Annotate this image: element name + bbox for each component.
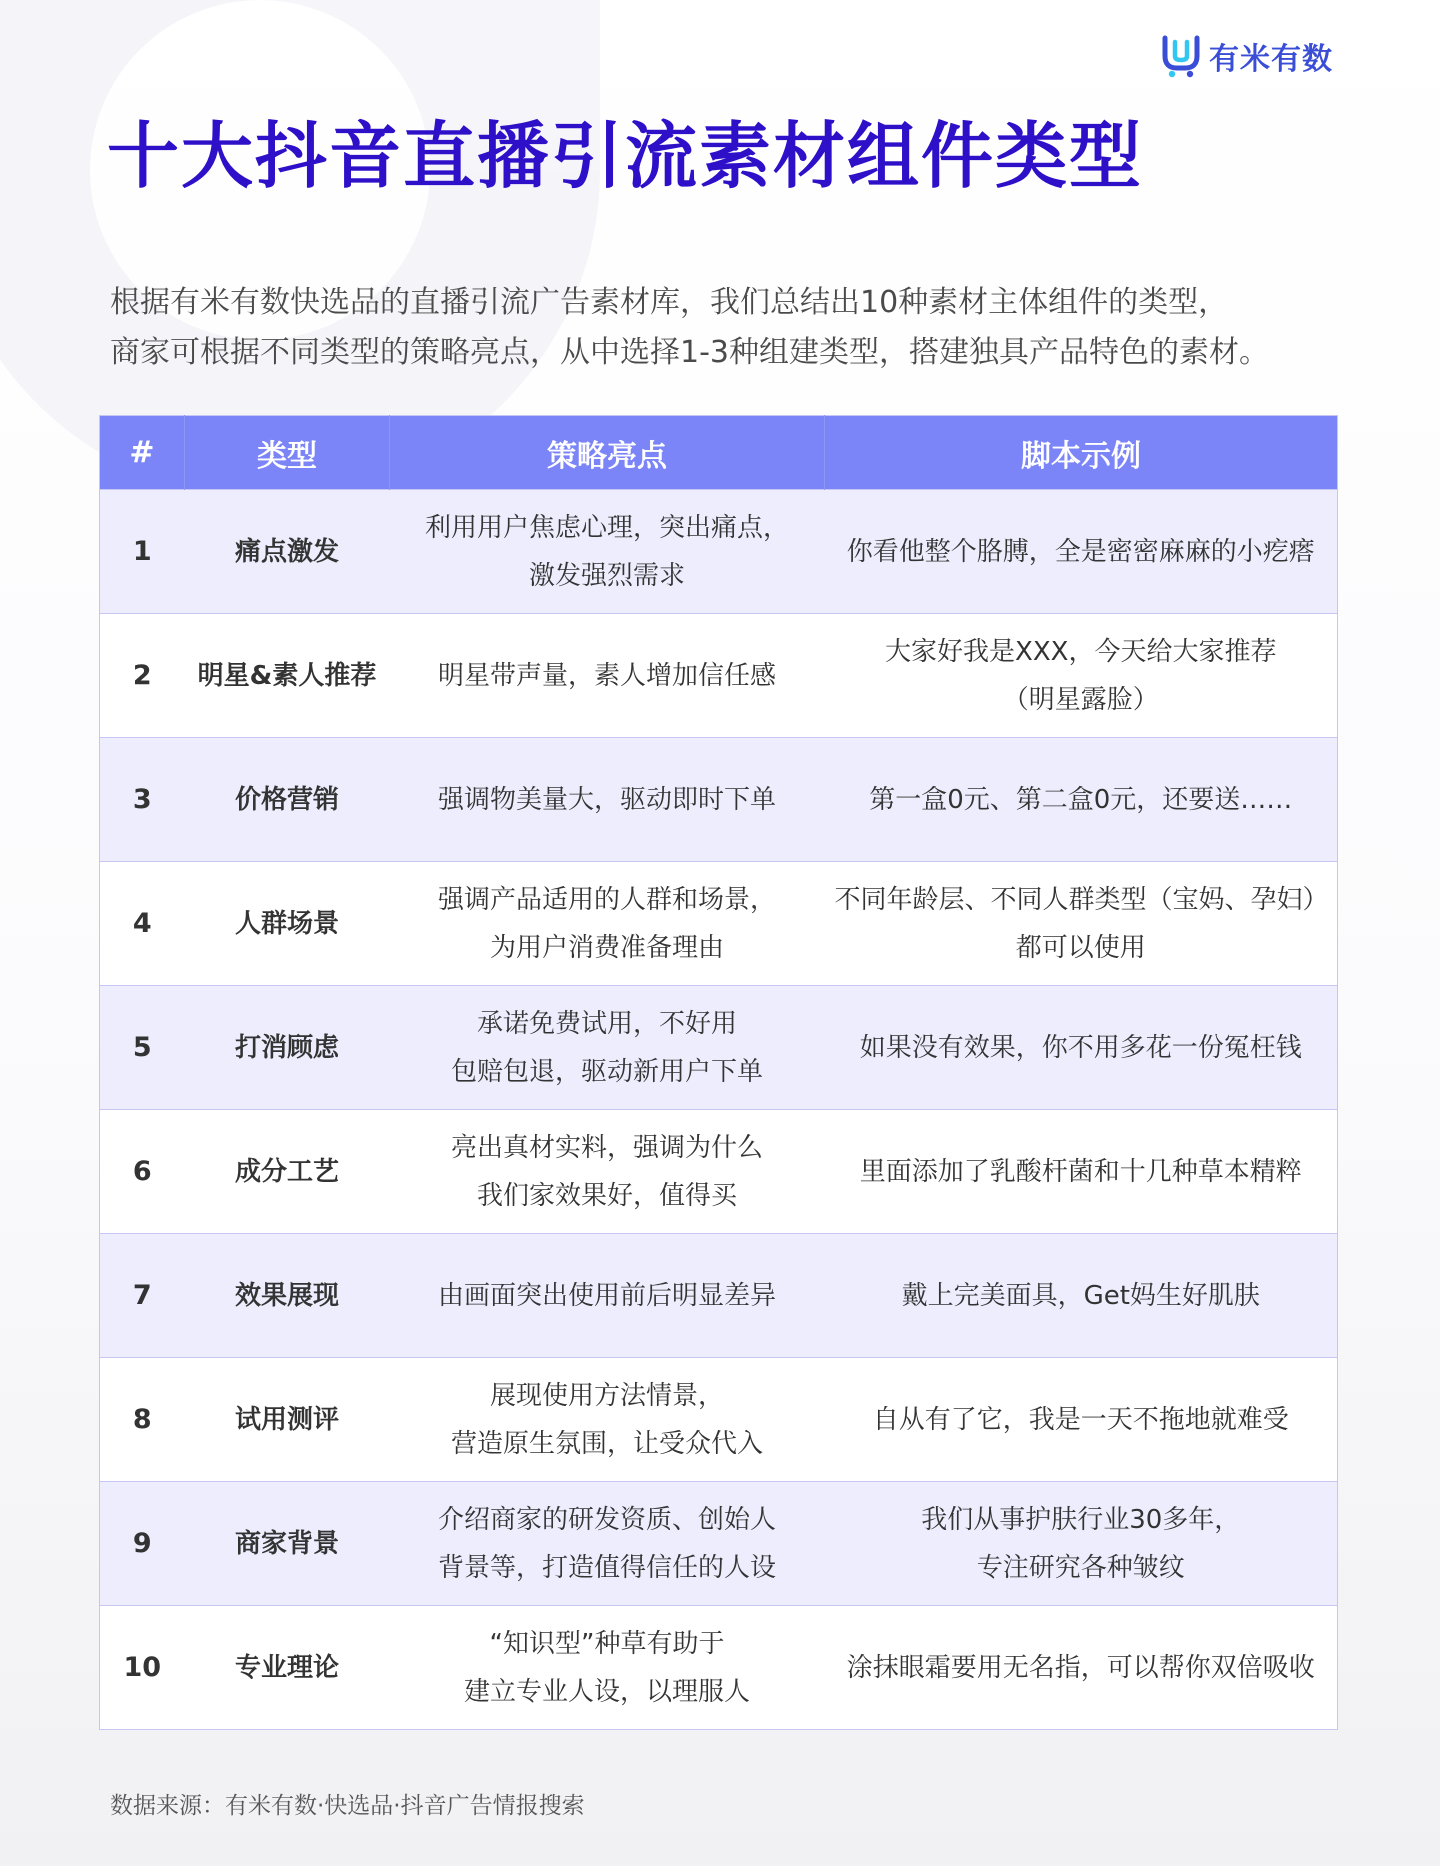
row-strategy: [390, 862, 825, 986]
header-example: 脚本示例: [825, 416, 1338, 490]
row-example: [825, 1234, 1338, 1358]
table-body: [100, 490, 1338, 1730]
page-title: 十大抖音直播引流素材组件类型: [107, 114, 1144, 198]
intro-paragraph: [110, 278, 1340, 378]
table-row: [100, 1110, 1338, 1234]
header-type: 类型: [185, 416, 390, 490]
row-number: 6: [100, 1110, 185, 1234]
row-number: 9: [100, 1482, 185, 1606]
row-type: 效果展现: [185, 1234, 390, 1358]
header-strategy: 策略亮点: [390, 416, 825, 490]
table-row: [100, 1606, 1338, 1730]
strategy-line: “知识型”种草有助于: [489, 1628, 725, 1659]
component-type-table: [99, 415, 1337, 1730]
table-row: [100, 862, 1338, 986]
strategy-line: 建立专业人设，以理服人: [463, 1676, 750, 1707]
row-number: 1: [100, 490, 185, 614]
row-example: [825, 862, 1338, 986]
row-strategy: [390, 738, 825, 862]
row-example: [825, 986, 1338, 1110]
example-line: 如果没有效果，你不用多花一份冤枉钱: [859, 1032, 1302, 1063]
row-type: 商家背景: [185, 1482, 390, 1606]
strategy-line: 我们家效果好，值得买: [476, 1180, 737, 1211]
data-source-note: 数据来源：有米有数·快选品·抖音广告情报搜索: [110, 1793, 585, 1819]
example-line: 戴上完美面具，Get妈生好肌肤: [901, 1280, 1260, 1311]
row-type: 明星&素人推荐: [185, 614, 390, 738]
intro-line: 商家可根据不同类型的策略亮点，从中选择1-3种组建类型，搭建独具产品特色的素材。: [110, 335, 1269, 370]
strategy-line: 展现使用方法情景，: [489, 1380, 724, 1411]
row-example: [825, 738, 1338, 862]
table-row: [100, 986, 1338, 1110]
example-line: 大家好我是XXX，今天给大家推荐: [885, 636, 1277, 667]
table-row: [100, 614, 1338, 738]
row-strategy: [390, 1234, 825, 1358]
strategy-line: 由画面突出使用前后明显差异: [437, 1280, 776, 1311]
example-line: 第一盒0元、第二盒0元，还要送……: [869, 784, 1293, 815]
row-type: 价格营销: [185, 738, 390, 862]
table-row: [100, 1482, 1338, 1606]
row-strategy: [390, 1482, 825, 1606]
example-line: 你看他整个胳膊，全是密密麻麻的小疙瘩: [846, 536, 1315, 567]
strategy-line: 利用用户焦虑心理，突出痛点，: [424, 512, 789, 543]
row-type: 专业理论: [185, 1606, 390, 1730]
row-strategy: [390, 1110, 825, 1234]
strategy-line: 介绍商家的研发资质、创始人: [437, 1504, 776, 1535]
strategy-line: 强调产品适用的人群和场景，: [437, 884, 776, 915]
strategy-line: 强调物美量大，驱动即时下单: [437, 784, 776, 815]
table: [99, 415, 1338, 1730]
row-number: 8: [100, 1358, 185, 1482]
row-number: 5: [100, 986, 185, 1110]
row-example: [825, 1606, 1338, 1730]
row-example: [825, 490, 1338, 614]
row-strategy: [390, 614, 825, 738]
example-line: 不同年龄层、不同人群类型（宝妈、孕妇）: [834, 884, 1329, 915]
youmi-logo-icon: [1161, 34, 1201, 78]
row-number: 3: [100, 738, 185, 862]
row-number: 4: [100, 862, 185, 986]
row-example: [825, 614, 1338, 738]
example-line: 里面添加了乳酸杆菌和十几种草本精粹: [859, 1156, 1302, 1187]
row-type: 成分工艺: [185, 1110, 390, 1234]
row-number: 10: [100, 1606, 185, 1730]
example-line: 涂抹眼霜要用无名指，可以帮你双倍吸收: [846, 1652, 1315, 1683]
brand-logo: [1161, 34, 1333, 78]
row-strategy: [390, 1358, 825, 1482]
example-line: （明星露脸）: [1002, 684, 1159, 715]
table-row: [100, 1234, 1338, 1358]
strategy-line: 包赔包退，驱动新用户下单: [450, 1056, 763, 1087]
strategy-line: 为用户消费准备理由: [489, 932, 724, 963]
logo-text: 有米有数: [1209, 42, 1333, 77]
row-type: 人群场景: [185, 862, 390, 986]
row-number: 7: [100, 1234, 185, 1358]
example-line: 自从有了它，我是一天不拖地就难受: [872, 1404, 1289, 1435]
example-line: 专注研究各种皱纹: [976, 1552, 1185, 1583]
row-strategy: [390, 490, 825, 614]
strategy-line: 承诺免费试用，不好用: [476, 1008, 737, 1039]
table-header-row: [100, 416, 1338, 490]
row-strategy: [390, 986, 825, 1110]
table-row: [100, 1358, 1338, 1482]
row-type: 打消顾虑: [185, 986, 390, 1110]
strategy-line: 激发强烈需求: [528, 560, 685, 591]
example-line: 我们从事护肤行业30多年，: [921, 1504, 1241, 1535]
strategy-line: 背景等，打造值得信任的人设: [437, 1552, 776, 1583]
strategy-line: 营造原生氛围，让受众代入: [450, 1428, 763, 1459]
example-line: 都可以使用: [1015, 932, 1146, 963]
row-type: 痛点激发: [185, 490, 390, 614]
header-num: #: [100, 416, 185, 490]
strategy-line: 明星带声量，素人增加信任感: [437, 660, 776, 691]
row-type: 试用测评: [185, 1358, 390, 1482]
table-row: [100, 490, 1338, 614]
row-number: 2: [100, 614, 185, 738]
intro-line: 根据有米有数快选品的直播引流广告素材库，我们总结出10种素材主体组件的类型，: [110, 285, 1229, 320]
row-example: [825, 1110, 1338, 1234]
table-row: [100, 738, 1338, 862]
strategy-line: 亮出真材实料，强调为什么: [450, 1132, 763, 1163]
row-strategy: [390, 1606, 825, 1730]
row-example: [825, 1358, 1338, 1482]
row-example: [825, 1482, 1338, 1606]
